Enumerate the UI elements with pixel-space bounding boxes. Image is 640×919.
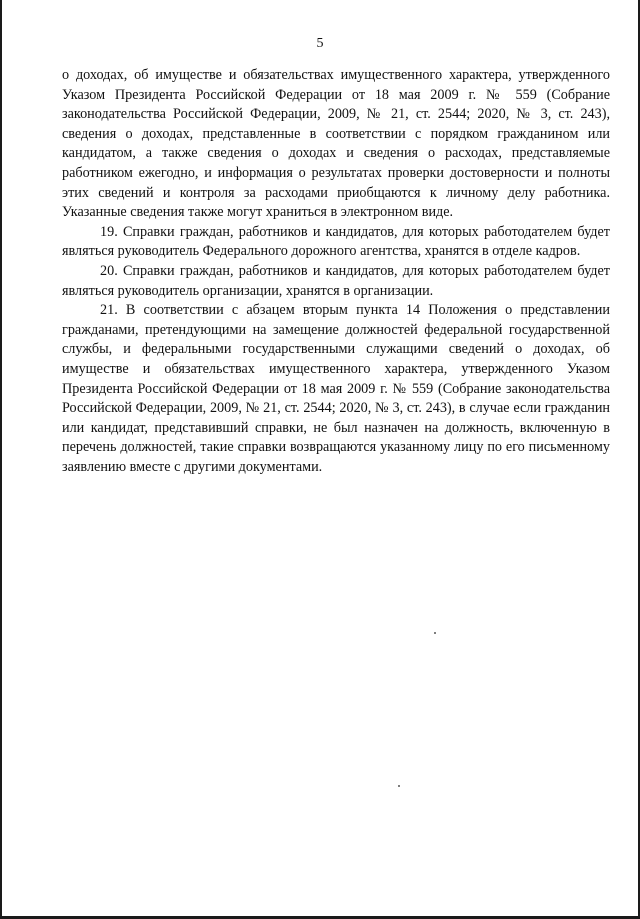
paragraph-20: 20. Справки граждан, работников и кандидатов, для которых работодателем будет являться руководитель организации, хранятся в организации.	[62, 262, 610, 299]
page-number: 5	[316, 36, 324, 51]
scan-edge-left	[0, 0, 2, 919]
document-body	[62, 66, 610, 477]
scan-speck	[434, 632, 436, 634]
paragraph-21: 21. В соответствии с абзацем вторым пункта 14 Положения о представлении гражданами, претендующими на замещение должностей федеральной государственной службы, и федеральными государственными служащими сведений о доходах, об имуществе и обязательствах имущественного характера, утвержденного Указом Президента Российской Федерации от 18 мая 2009 г. № 559 (Собрание законодательства Российской Федерации, 2009, № 21, ст. 2544; 2020, № 3, ст. 243), в случае если гражданин или кандидат, представивший справки, не был назначен на должность, включенную в перечень должностей, такие справки возвращаются указанному лицу по его письменному заявлению вместе с другими документами.	[62, 302, 610, 475]
paragraph-continuation: о доходах, об имуществе и обязательствах имущественного характера, утвержденного Указом Президента Российской Федерации от 18 мая 2009 г. № 559 (Собрание законодательства Российской Федерации, 2009, № 21, ст. 2544; 2020, № 3, ст. 243), сведения о доходах, представленные в соответствии с порядком гражданином или кандидатом, а также сведения о доходах и сведения о расходах, представляемые работником ежегодно, и информация о результатах проверки достоверности и полноты этих сведений и контроля за расходами приобщаются к личному делу работника. Указанные сведения также могут храниться в электронном виде.	[62, 67, 610, 221]
scan-speck	[398, 785, 400, 787]
paragraph-19: 19. Справки граждан, работников и кандидатов, для которых работодателем будет являться руководитель Федерального дорожного агентства, хранятся в отделе кадров.	[62, 223, 610, 260]
